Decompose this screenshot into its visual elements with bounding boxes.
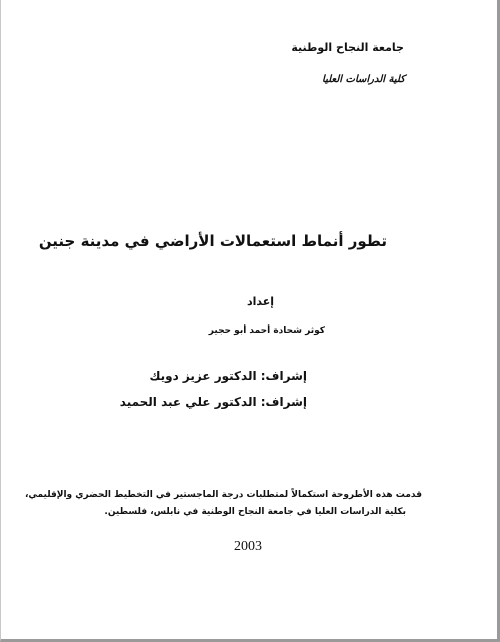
university-name: جامعة النجاح الوطنية — [291, 41, 404, 54]
author-name: كوثر شحادة أحمد أبو حجير — [208, 326, 325, 336]
faculty-name: كلية الدراسات العليا — [322, 74, 405, 85]
supervisor-line: إشراف: الدكتور عزيز دويك — [149, 369, 307, 383]
thesis-title: تطور أنماط استعمالات الأراضي في مدينة جنين — [38, 232, 387, 250]
submission-statement-line: قدمت هذه الأطروحة استكمالاً لمتطلبات درجة الماجستير في التخطيط الحضري والإقليمي، — [24, 490, 422, 500]
prepared-by-label: إعداد — [246, 295, 274, 308]
submission-statement-line: بكلية الدراسات العليا في جامعة النجاح الوطنية في نابلس، فلسطين. — [104, 507, 406, 517]
supervisor-line: إشراف: الدكتور علي عبد الحميد — [119, 395, 307, 409]
submission-year: 2003 — [234, 539, 262, 554]
